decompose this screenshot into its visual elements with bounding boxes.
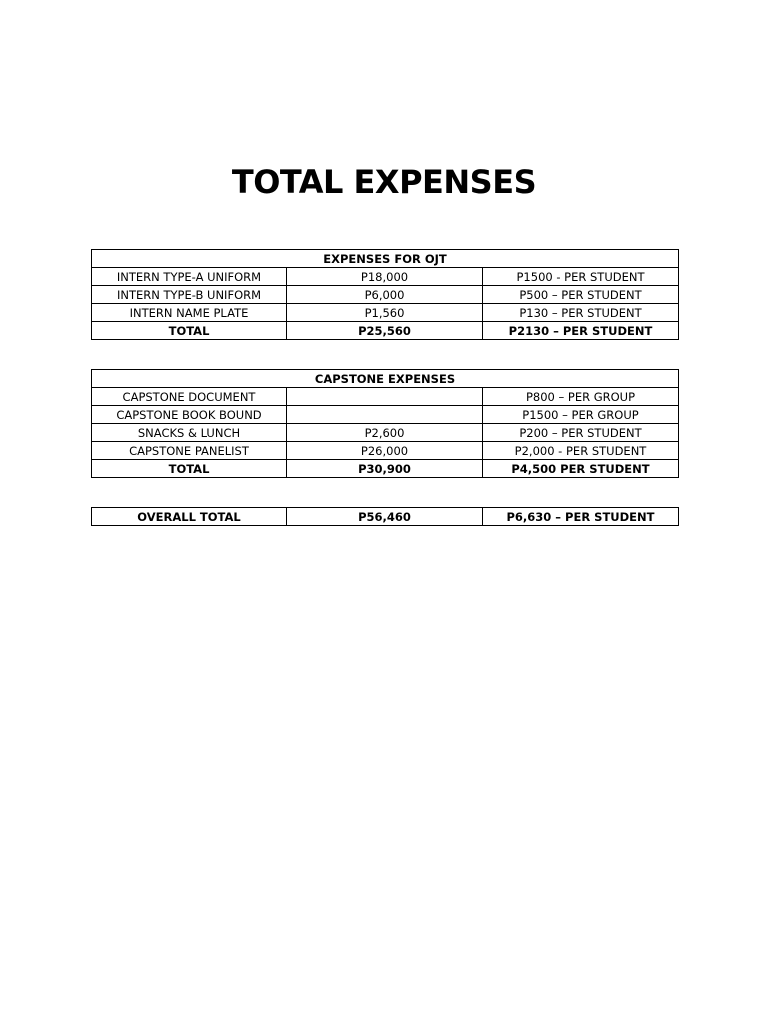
overall-total-per-unit: P6,630 – PER STUDENT: [483, 508, 679, 526]
table-heading: EXPENSES FOR OJT: [92, 250, 679, 268]
item-cell: INTERN NAME PLATE: [92, 304, 287, 322]
amount-cell: [287, 406, 483, 424]
amount-cell: P6,000: [287, 286, 483, 304]
table-row: [92, 286, 679, 304]
total-amount: P25,560: [287, 322, 483, 340]
amount-cell: P18,000: [287, 268, 483, 286]
overall-total-table: [91, 507, 679, 526]
total-per-unit: P2130 – PER STUDENT: [483, 322, 679, 340]
per-unit-cell: P2,000 - PER STUDENT: [483, 442, 679, 460]
table-row: [92, 268, 679, 286]
total-label: TOTAL: [92, 322, 287, 340]
amount-cell: P1,560: [287, 304, 483, 322]
overall-total-amount: P56,460: [287, 508, 483, 526]
overall-total-label: OVERALL TOTAL: [92, 508, 287, 526]
table-row: [92, 388, 679, 406]
item-cell: INTERN TYPE-B UNIFORM: [92, 286, 287, 304]
amount-cell: P2,600: [287, 424, 483, 442]
item-cell: CAPSTONE DOCUMENT: [92, 388, 287, 406]
per-unit-cell: P1500 - PER STUDENT: [483, 268, 679, 286]
total-amount: P30,900: [287, 460, 483, 478]
table-header-row: [92, 250, 679, 268]
ojt-expenses-table: [91, 249, 679, 340]
per-unit-cell: P200 – PER STUDENT: [483, 424, 679, 442]
table-heading: CAPSTONE EXPENSES: [92, 370, 679, 388]
overall-total-row: [92, 508, 679, 526]
capstone-expenses-table: [91, 369, 679, 478]
item-cell: CAPSTONE PANELIST: [92, 442, 287, 460]
total-label: TOTAL: [92, 460, 287, 478]
table-row: [92, 304, 679, 322]
total-row: [92, 460, 679, 478]
per-unit-cell: P800 – PER GROUP: [483, 388, 679, 406]
table-row: [92, 406, 679, 424]
item-cell: INTERN TYPE-A UNIFORM: [92, 268, 287, 286]
item-cell: SNACKS & LUNCH: [92, 424, 287, 442]
table-header-row: [92, 370, 679, 388]
total-per-unit: P4,500 PER STUDENT: [483, 460, 679, 478]
amount-cell: [287, 388, 483, 406]
table-row: [92, 442, 679, 460]
per-unit-cell: P130 – PER STUDENT: [483, 304, 679, 322]
table-row: [92, 424, 679, 442]
total-row: [92, 322, 679, 340]
amount-cell: P26,000: [287, 442, 483, 460]
per-unit-cell: P500 – PER STUDENT: [483, 286, 679, 304]
item-cell: CAPSTONE BOOK BOUND: [92, 406, 287, 424]
page-title: TOTAL EXPENSES: [231, 163, 537, 201]
per-unit-cell: P1500 – PER GROUP: [483, 406, 679, 424]
